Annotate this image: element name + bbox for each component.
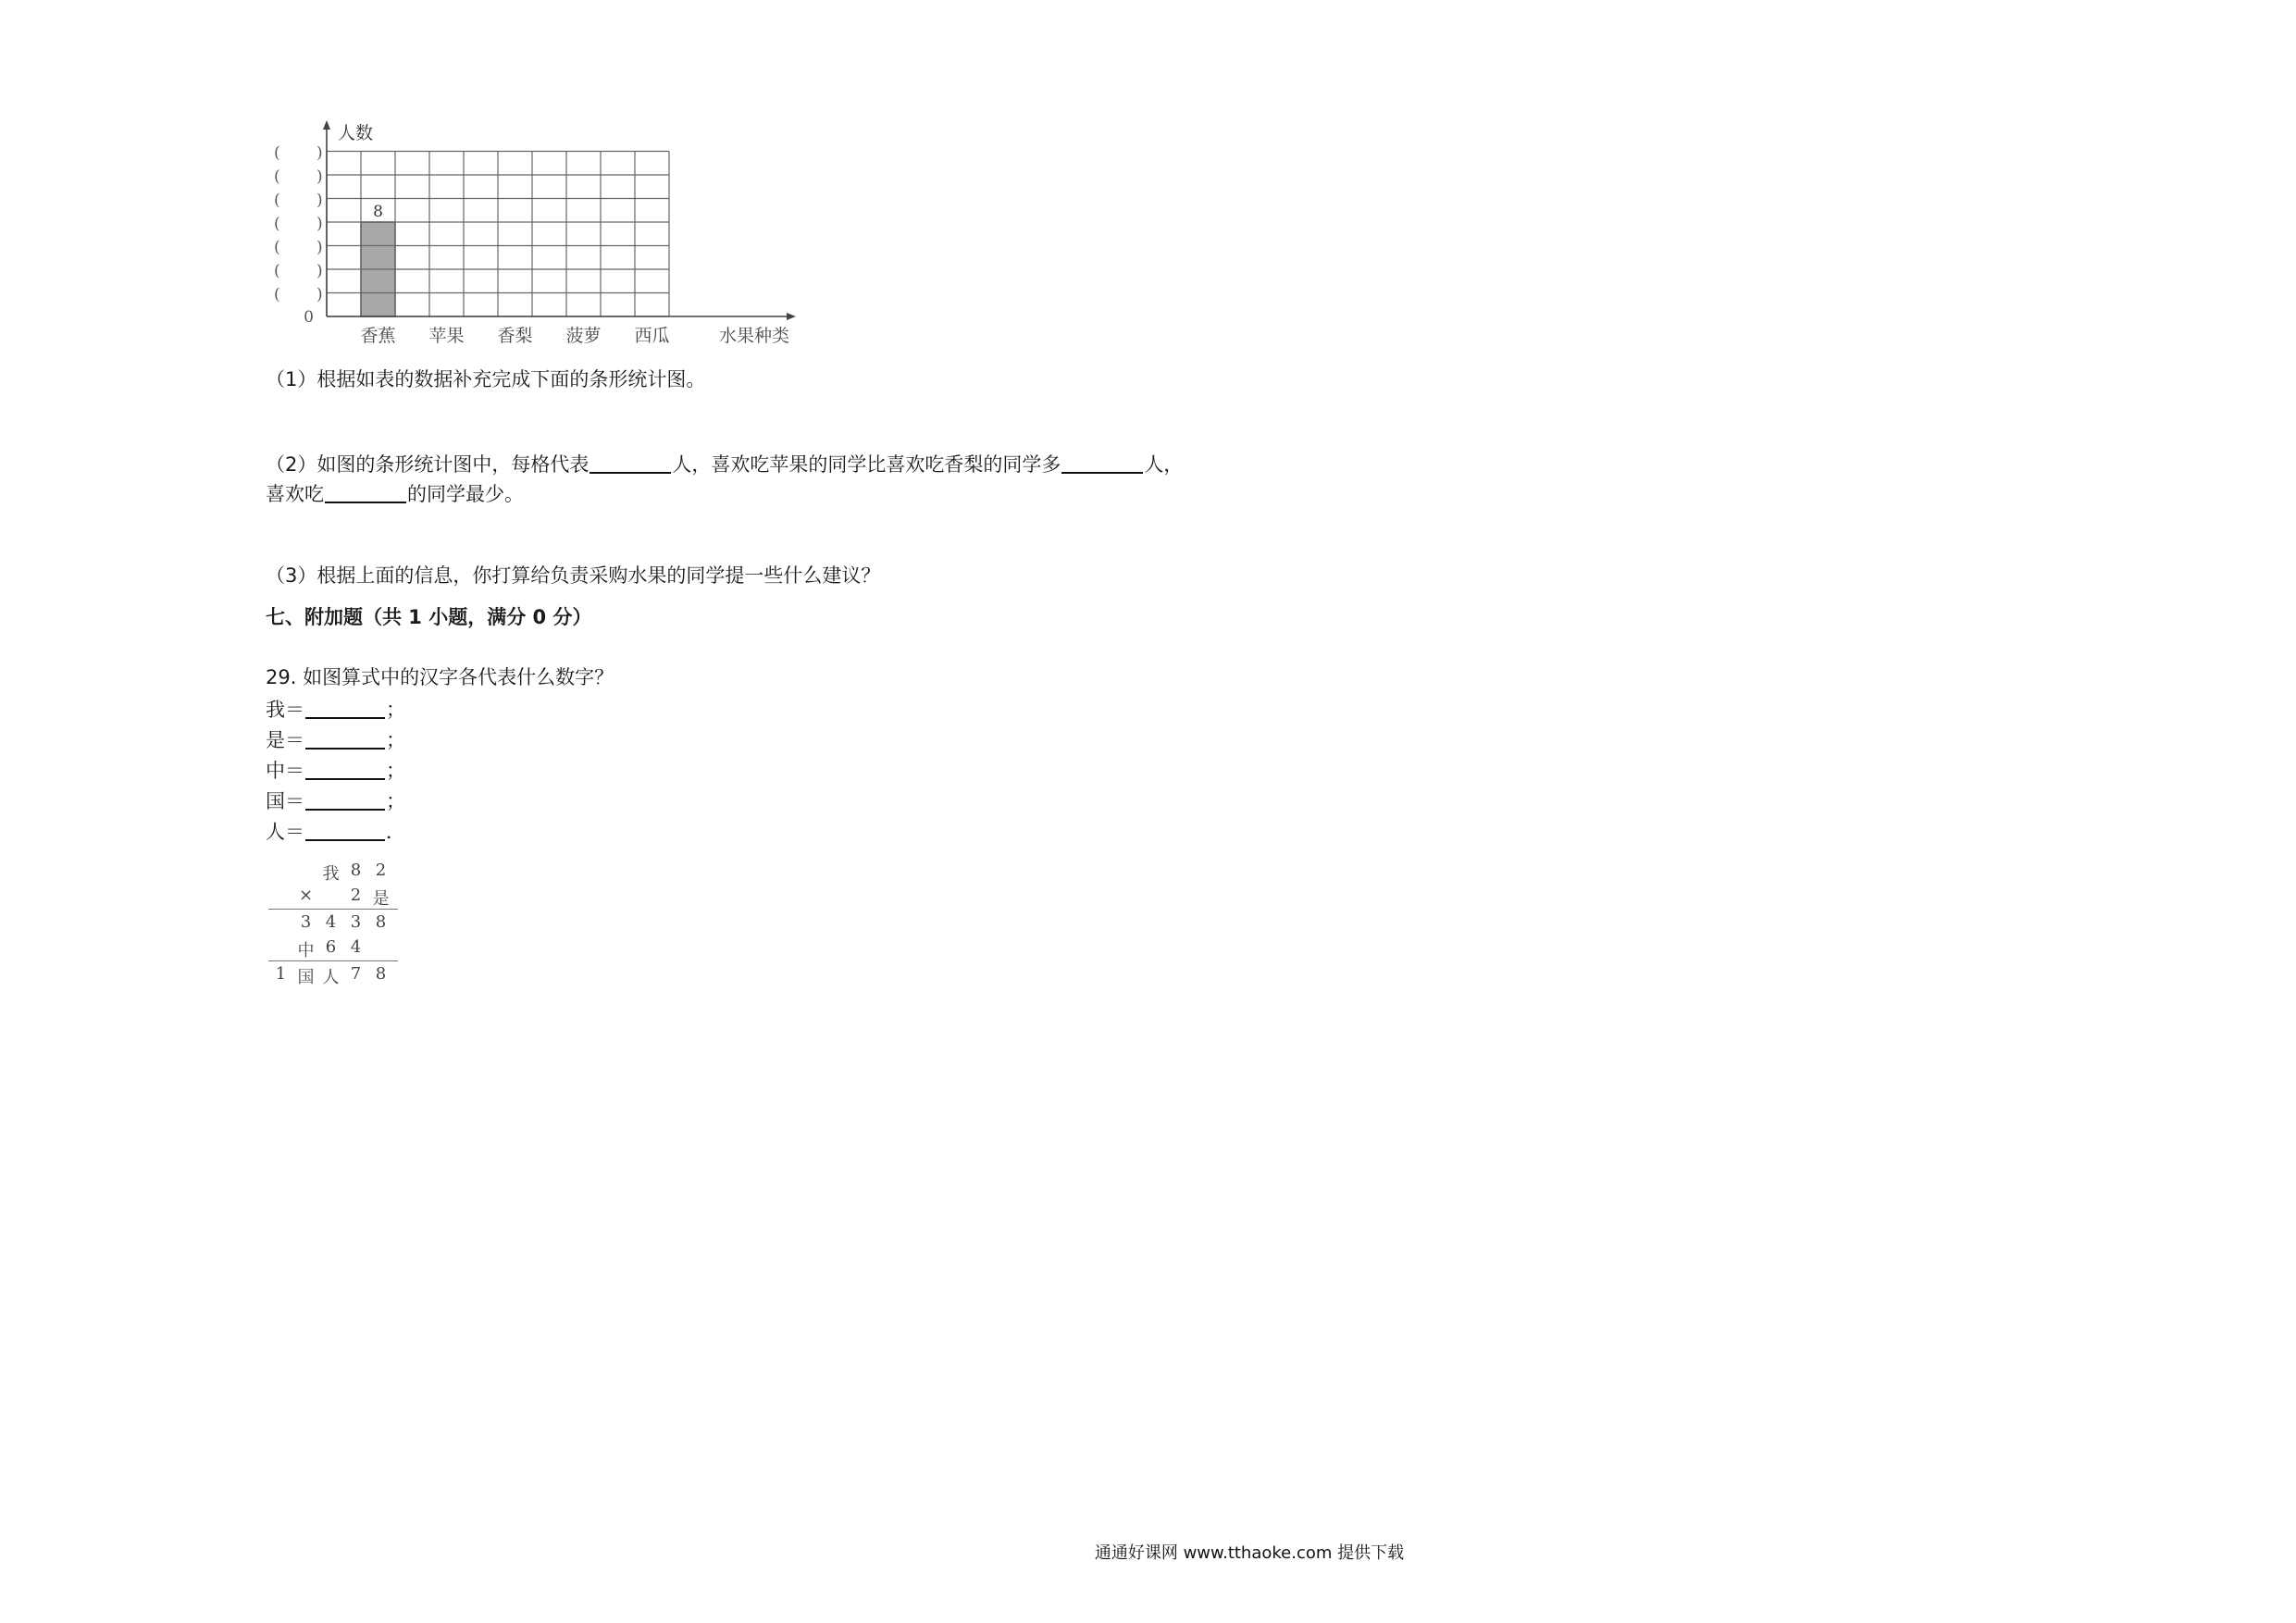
answer-end: ； (386, 699, 405, 721)
calc-digit: 1 (275, 964, 287, 984)
calc-digit: 是 (372, 889, 390, 909)
calc-digit: 4 (325, 912, 337, 932)
question-2-text-c: 人， (1144, 453, 1184, 476)
answer-guo (266, 790, 405, 812)
question-2-text-b: 人，喜欢吃苹果的同学比喜欢吃香梨的同学多 (672, 453, 1061, 476)
y-tick-label: ( (274, 238, 280, 257)
y-tick-label-close: ) (316, 285, 323, 304)
y-origin-label: 0 (304, 308, 314, 327)
y-tick-label-close: ) (316, 238, 323, 257)
y-tick-label-close: ) (316, 215, 323, 233)
answer-end: ； (386, 729, 405, 751)
blank-apple-vs-pear[interactable] (1061, 453, 1143, 474)
y-tick-label: ( (274, 143, 280, 163)
answer-shi (266, 729, 405, 750)
calc-digit: 4 (350, 937, 362, 957)
x-category-label: 菠萝 (565, 326, 602, 345)
y-axis-arrow (323, 120, 330, 130)
question-2-line2 (266, 483, 524, 504)
bar-chart (259, 118, 805, 345)
answer-label: 国＝ (266, 790, 304, 812)
page-footer: 通通好课网 www.tthaoke.com 提供下载 (1094, 1543, 1405, 1563)
calc-digit: 2 (375, 861, 387, 880)
answer-end: ； (386, 760, 405, 782)
calc-digit: 2 (350, 886, 362, 905)
answer-label: 我＝ (266, 699, 304, 721)
calc-digit: 国 (297, 968, 315, 987)
y-axis-title: 人数 (338, 123, 374, 143)
blank-least-fruit[interactable] (325, 483, 406, 503)
y-tick-label-close: ) (316, 143, 323, 163)
calc-digit: 中 (297, 941, 315, 960)
answer-label: 是＝ (266, 729, 304, 751)
calc-digit: 人 (322, 968, 340, 987)
bar-value-label: 8 (373, 203, 383, 221)
answer-blank[interactable] (305, 729, 385, 750)
question-3: （3）根据上面的信息，你打算给负责采购水果的同学提一些什么建议？ (266, 564, 881, 587)
calc-digit: 7 (350, 964, 362, 984)
question-2-text-a: （2）如图的条形统计图中，每格代表 (266, 453, 590, 476)
x-axis-arrow (787, 313, 796, 320)
x-category-label: 香梨 (497, 326, 533, 345)
answer-blank[interactable] (305, 821, 385, 841)
y-tick-label-close: ) (316, 262, 323, 280)
question-29: 29. 如图算式中的汉字各代表什么数字？ (266, 666, 614, 688)
y-tick-label-close: ) (316, 167, 323, 186)
y-tick-label: ( (274, 215, 280, 233)
question-1: （1）根据如表的数据补充完成下面的条形统计图。 (266, 368, 706, 390)
y-tick-label: ( (274, 285, 280, 304)
blank-per-cell[interactable] (590, 453, 671, 474)
y-tick-label: ( (274, 191, 280, 210)
question-2-line1 (266, 453, 1183, 475)
answer-zhong (266, 760, 405, 781)
calc-digit: 8 (375, 964, 387, 984)
answer-end: ． (386, 821, 405, 843)
bar-chart-svg (259, 118, 805, 345)
y-tick-label: ( (274, 167, 280, 186)
x-category-label: 苹果 (428, 326, 465, 345)
calc-rule-2 (268, 960, 398, 961)
answer-ren (266, 821, 405, 842)
section-7-heading: 七、附加题（共 1 小题，满分 0 分） (266, 606, 592, 628)
answer-end: ； (386, 790, 405, 812)
answer-label: 人＝ (266, 821, 304, 843)
calc-digit: 8 (350, 861, 362, 880)
y-tick-label: ( (274, 262, 280, 280)
answer-blank[interactable] (305, 790, 385, 811)
calc-digit: 8 (375, 912, 387, 932)
vertical-multiplication (268, 859, 403, 988)
calc-digit: 我 (322, 864, 340, 884)
calc-operator: × (298, 886, 314, 905)
x-category-label: 西瓜 (634, 326, 670, 345)
question-2-text-d: 喜欢吃 (266, 483, 324, 505)
x-category-label: 香蕉 (360, 326, 396, 345)
x-axis-title: 水果种类 (718, 326, 790, 345)
answer-blank[interactable] (305, 699, 385, 719)
question-2-text-e: 的同学最少。 (407, 483, 524, 505)
calc-digit: 3 (350, 912, 362, 932)
calc-rule-1 (268, 909, 398, 910)
answer-label: 中＝ (266, 760, 304, 782)
answer-blank[interactable] (305, 760, 385, 780)
y-tick-label-close: ) (316, 191, 323, 210)
calc-digit: 6 (325, 937, 337, 957)
calc-digit: 3 (300, 912, 312, 932)
answer-wo (266, 699, 405, 720)
